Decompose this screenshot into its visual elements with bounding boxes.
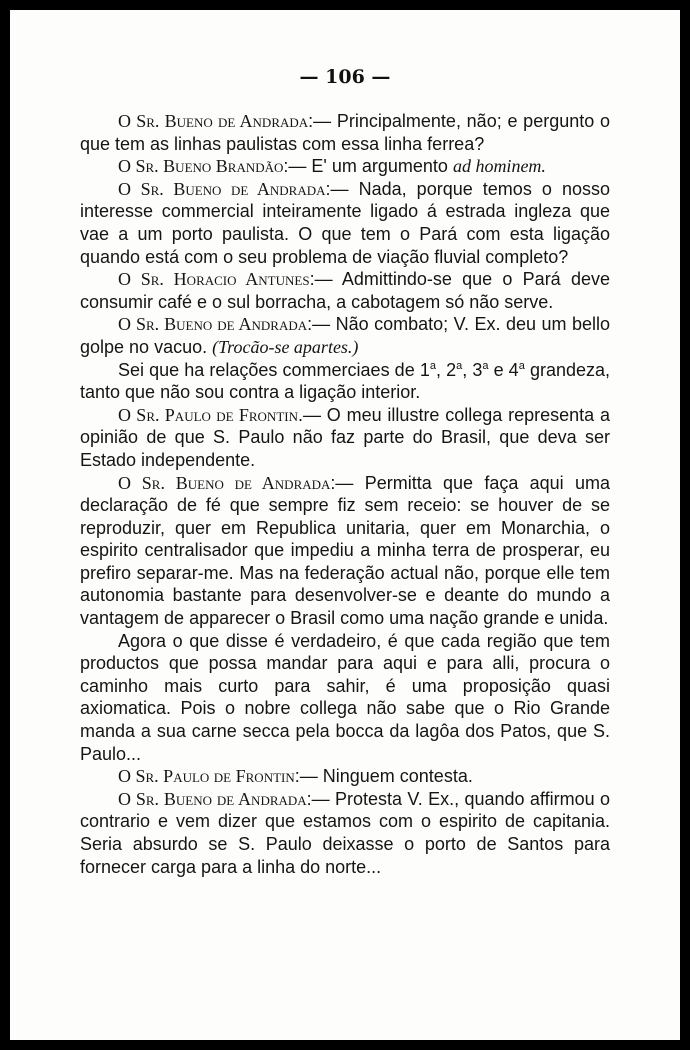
speaker-name: O Sr. Bueno de Andrada — [118, 788, 307, 809]
paragraph: O Sr. Bueno de Andrada:— Permitta que faça aqui uma declaração de fé que sempre fiz sem receio: se houver de se reproduzir, quer em Republica unitaria, quer em Monarchia, o espirito centralisador que impediu a minha terra de prosperar, eu prefiro separar-me. Mas na federação actual não, porque elle tem autonomia bastante para desenvolver-se e deante do mundo a vantagem de apparecer o Brasil como uma nação grande e unida. — [80, 472, 610, 629]
document-page — [10, 10, 680, 1040]
speaker-name: O Sr. Bueno Brandão — [118, 156, 284, 177]
speaker-name: O Sr. Horacio Antunes — [118, 269, 310, 290]
speaker-name: O Sr. Paulo de Frontin — [118, 404, 298, 425]
paragraph: Sei que ha relações commerciaes de 1$^a$, 2$^a$, 3$^a$ e 4$^a$ grandeza, tanto que não sou contra a ligação interior. — [80, 359, 610, 403]
paragraph: O Sr. Bueno de Andrada:— Não combato; V. Ex. deu um bello golpe no vacuo. (Trocão-se apartes.) — [80, 314, 610, 357]
page-number: — 106 — — [299, 66, 391, 88]
paragraph: O Sr. Bueno de Andrada:— Principalmente, não; e pergunto o que tem as linhas paulistas com essa linha ferrea? — [80, 111, 610, 154]
speaker-name: O Sr. Bueno de Andrada — [118, 472, 331, 493]
speaker-name: O Sr. Bueno de Andrada — [118, 314, 308, 335]
paragraph: O Sr. Bueno Brandão:— E' um argumento ad hominem. — [118, 156, 546, 177]
speaker-name: O Sr. Bueno de Andrada — [118, 178, 326, 199]
paragraph: O Sr. Horacio Antunes:— Admittindo-se que o Pará deve consumir café e o sul borracha, a cabotagem só não serve. — [80, 269, 610, 312]
speaker-name: O Sr. Paulo de Frontin — [118, 766, 295, 787]
body-text — [80, 110, 610, 878]
paragraph: O Sr. Paulo de Frontin:— Ninguem contesta. — [118, 766, 473, 787]
paragraph: O Sr. Bueno de Andrada:— Nada, porque temos o nosso interesse commercial inteiramente ligado á estrada ingleza que vae a um porto paulista. O que tem o Pará com esta ligação quando está com o seu problema de viação fluvial completo? — [80, 178, 610, 267]
paragraph: O Sr. Paulo de Frontin.— O meu illustre collega representa a opinião de que S. Paulo não faz parte do Brasil, que deva ser Estado independente. — [80, 404, 610, 470]
paragraph: Agora o que disse é verdadeiro, é que cada região que tem productos que possa mandar para aqui e para alli, procura o caminho mais curto para sahir, é uma proposição quasi axiomatica. Pois o nobre collega não sabe que o Rio Grande manda a sua carne secca pela bocca da lagôa dos Patos, que S. Paulo... — [80, 630, 610, 764]
speaker-name: O Sr. Bueno de Andrada — [118, 111, 309, 131]
paragraph: O Sr. Bueno de Andrada:— Protesta V. Ex., quando affirmou o contrario e vem dizer que estamos com o espirito de capitania. Seria absurdo se S. Paulo deixasse o porto de Santos para fornecer carga para a linha do norte... — [80, 788, 610, 877]
